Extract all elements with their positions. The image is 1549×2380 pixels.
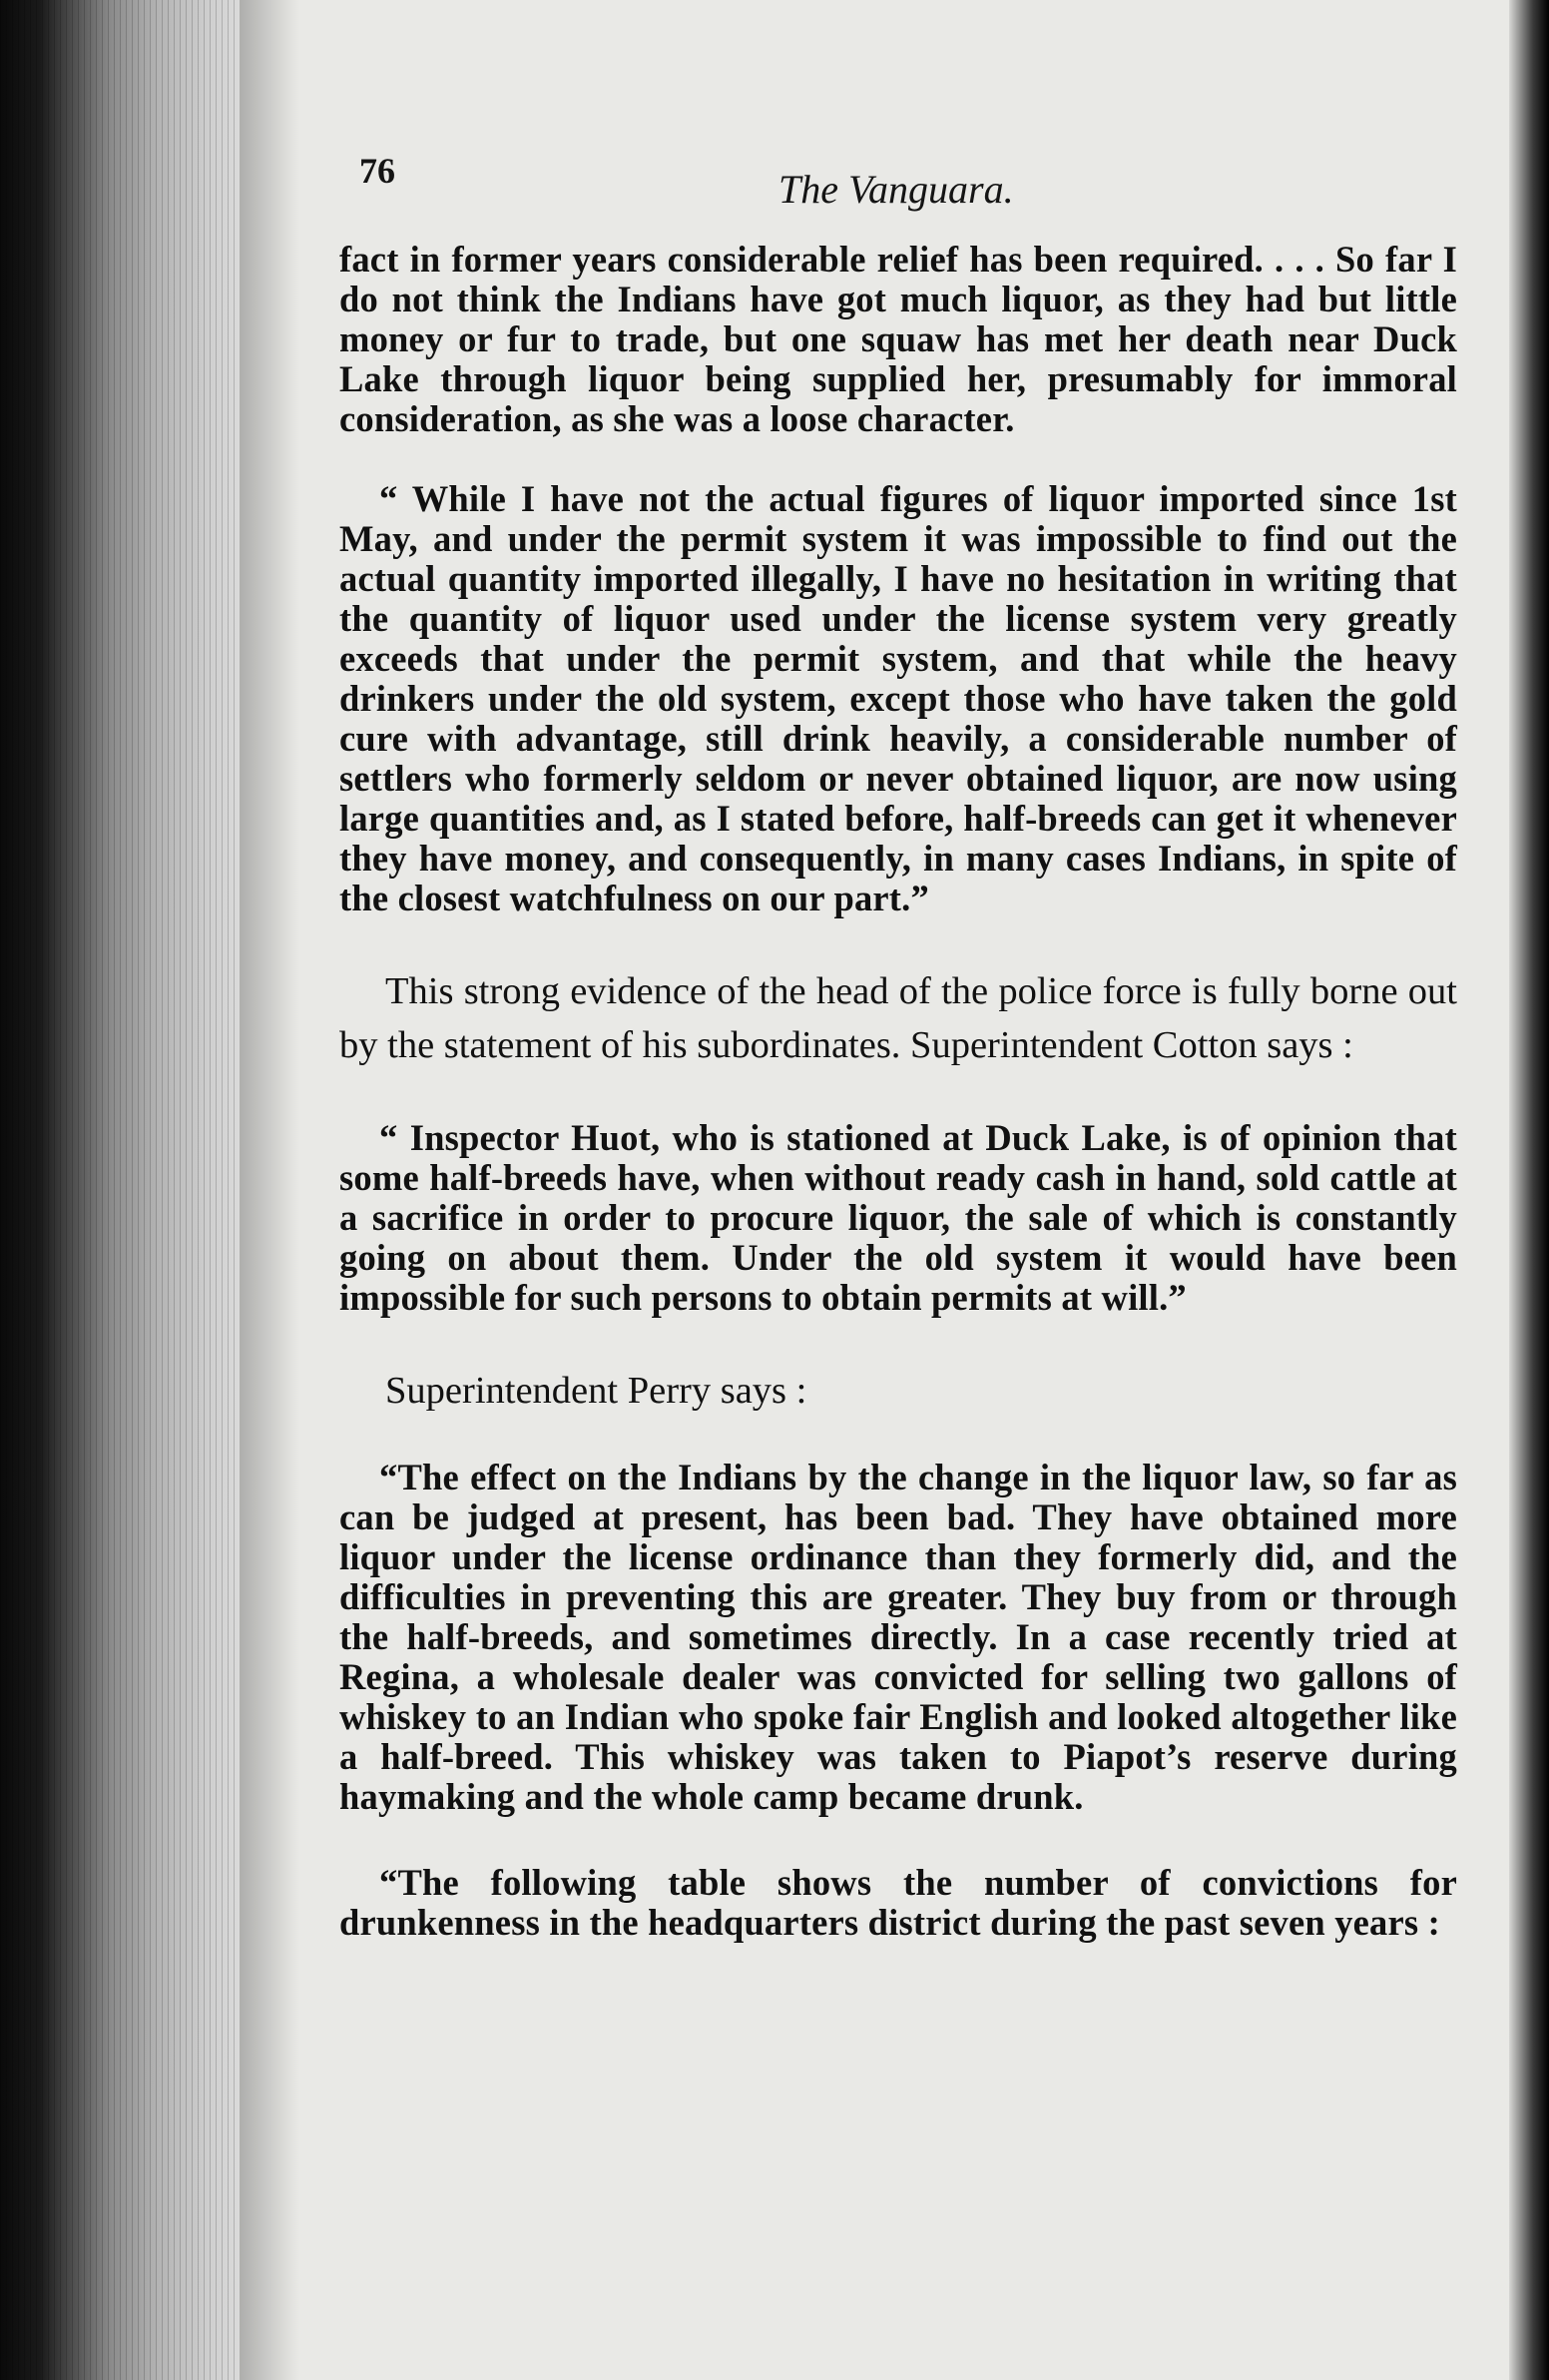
paragraph-continued-quote: fact in former years considerable relief has been required. . . . So far I do not think the Indians have got much liquor, as they had but little money or fur to trade, but one squaw has met her death near Duck Lake through liquor being supplied her, presumably for immoral consideration, as she was a loose character. (339, 239, 1457, 439)
paragraph-convictions-table-intro: “The following table shows the number of convictions for drunkenness in the headquarters district during the past seven years : (339, 1862, 1457, 1943)
paragraph-superintendent-perry: Superintendent Perry says : (385, 1370, 807, 1412)
book-page-edges (0, 0, 250, 2380)
running-title: The Vanguara. (778, 167, 1014, 212)
paragraph-inspector-huot-quote: “ Inspector Huot, who is stationed at Duck Lake, is of opinion that some half-breeds have, when without ready cash in hand, sold cattle at a sacrifice in order to procure liquor, the sale of which is constantly going on about them. Under the old system it would have been impossible for such persons to obtain permits at will.” (339, 1117, 1457, 1318)
paragraph-police-evidence: This strong evidence of the head of the police force is fully borne out by the statement of his subordinates. Superintendent Cotton says : (339, 970, 1457, 1066)
page-header (359, 150, 1417, 220)
paragraph-liquor-figures-quote: “ While I have not the actual figures of liquor imported since 1st May, and under the permit system it was impossible to find out the actual quantity imported illegally, I have no hesitation in writing that the quantity of liquor used under the license system very greatly exceeds that under the permit system, and that while the heavy drinkers under the old system, except those who have taken the gold cure with advantage, still drink heavily, a considerable number of settlers who formerly seldom or never obtained liquor, are now using large quantities and, as I stated before, half-breeds can get it whenever they have money, and consequently, in many cases Indians, in spite of the closest watchfulness on our part.” (339, 478, 1457, 918)
page-body (339, 240, 1457, 1943)
paragraph-indians-effect-quote: “The effect on the Indians by the change in the liquor law, so far as can be judged at present, has been bad. They have obtained more liquor under the license ordinance than they formerly did, and the difficulties in preventing this are greater. They buy from or through the half-breeds, and sometimes directly. In a case recently tried at Regina, a wholesale dealer was convicted for selling two gallons of whiskey to an Indian who spoke fair English and looked altogether like a half-breed. This whiskey was taken to Piapot’s reserve during haymaking and the whole camp became drunk. (339, 1457, 1457, 1817)
page-number: 76 (359, 151, 395, 191)
right-page-shadow (1509, 0, 1549, 2380)
book-page (240, 0, 1549, 2380)
